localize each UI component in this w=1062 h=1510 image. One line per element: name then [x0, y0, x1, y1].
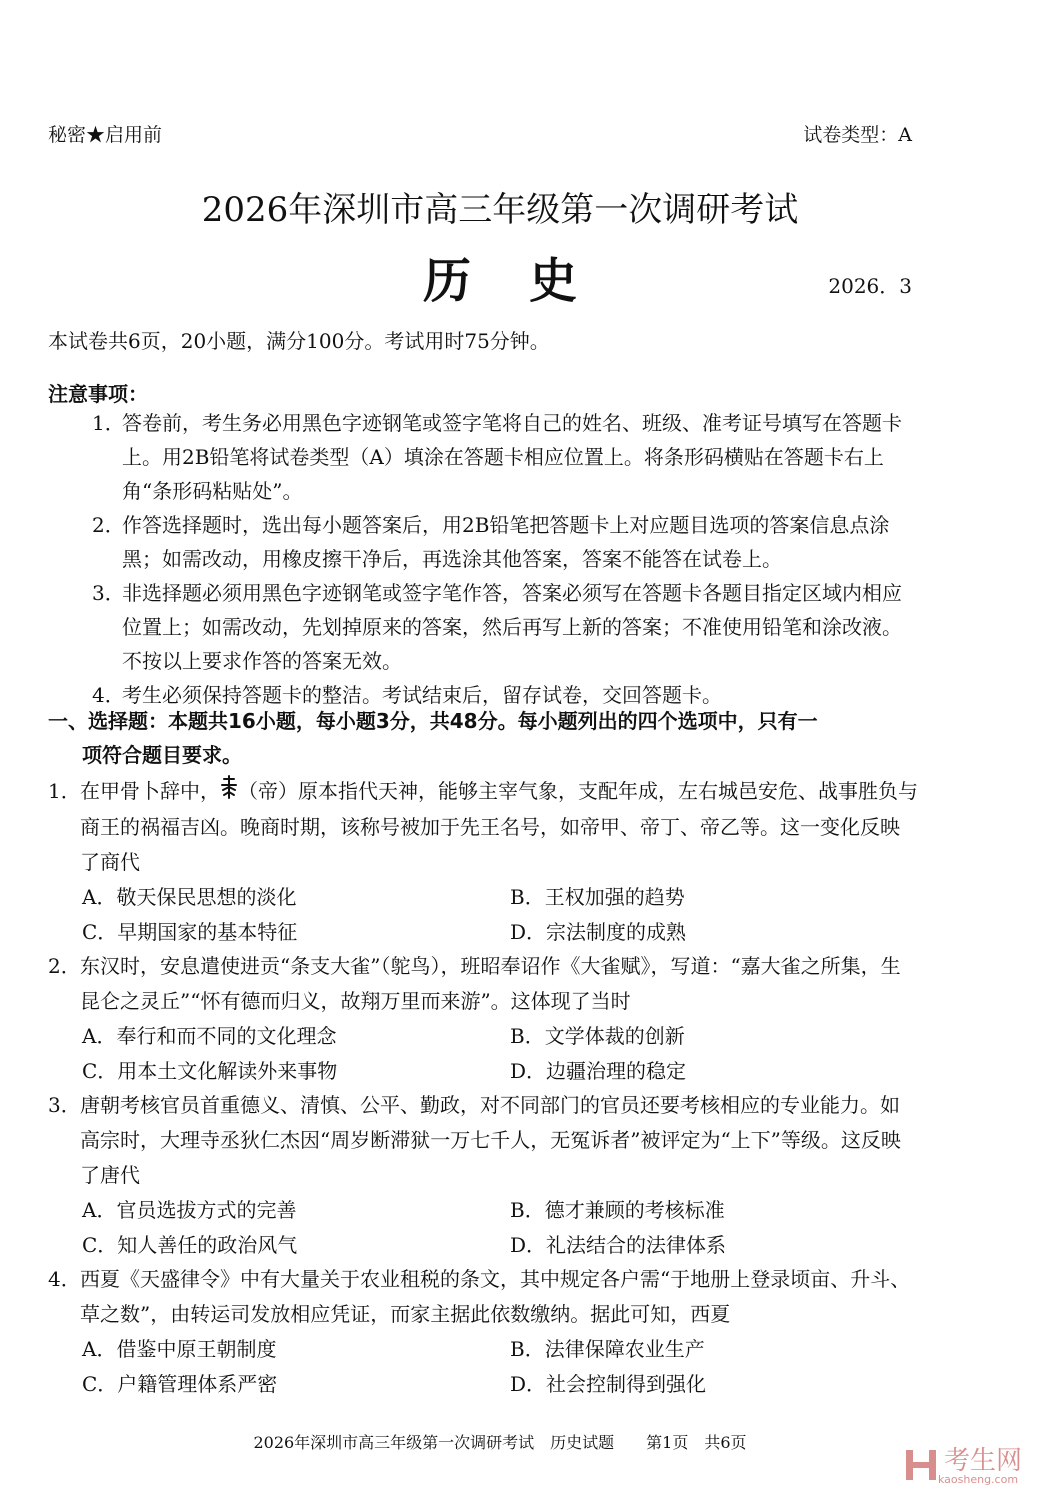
- watermark-subtext: kaosheng.com: [937, 1473, 1019, 1486]
- question-stem: [48, 949, 918, 1019]
- notice-item-text: 答卷前，考生务必用黑色字迹钢笔或签字笔将自己的姓名、班级、准考证号填写在答题卡上。用2B铅笔将试卷类型（A）填涂在答题卡相应位置上。将条形码横贴在答题卡右上角“条形码粘贴处”。: [122, 411, 902, 503]
- question-text: 在甲骨卜辞中，: [80, 779, 220, 803]
- question-number: 3．: [48, 1093, 81, 1117]
- option-a: A．官员选拔方式的完善: [82, 1198, 297, 1222]
- confidential-label: 秘密★启用前: [48, 124, 163, 146]
- watermark-logo-icon: [904, 1448, 938, 1486]
- notice-item-number: 1．: [92, 411, 125, 435]
- question-3: [48, 1088, 918, 1263]
- notice-list: [92, 406, 912, 712]
- notice-item-text: 非选择题必须用黑色字迹钢笔或签字笔作答，答案必须写在答题卡各题目指定区域内相应位置上；如需改动，先划掉原来的答案，然后再写上新的答案；不准使用铅笔和涂改液。不按以上要求作答的答案无效。: [122, 581, 902, 673]
- option-d: D．社会控制得到强化: [510, 1372, 707, 1396]
- option-d: D．宗法制度的成熟: [510, 920, 687, 944]
- option-a: A．敬天保民思想的淡化: [82, 885, 297, 909]
- notice-item-number: 2．: [92, 513, 125, 537]
- options-grid: [48, 880, 918, 950]
- section-heading-line1: 一、选择题：本题共16小题，每小题3分，共48分。每小题列出的四个选项中，只有一: [48, 709, 818, 733]
- notice-item: [92, 576, 912, 678]
- subject-title: 历史: [422, 253, 635, 309]
- option-b: B．德才兼顾的考核标准: [510, 1198, 725, 1222]
- notice-item-text: 考生必须保持答题卡的整洁。考试结束后，留存试卷，交回答题卡。: [122, 683, 722, 707]
- option-d: D．礼法结合的法律体系: [510, 1233, 727, 1257]
- notice-item: [92, 508, 912, 576]
- question-text: 西夏《天盛律令》中有大量关于农业租税的条文，其中规定各户需“于地册上登录顷亩、升斗、草之数”，由转运司发放相应凭证，而家主据此依数缴纳。据此可知，西夏: [80, 1267, 911, 1326]
- question-stem: [48, 1088, 918, 1193]
- question-number: 2．: [48, 954, 81, 978]
- exam-title: 2026年深圳市高三年级第一次调研考试: [201, 190, 799, 230]
- exam-date: 2026．3: [828, 274, 912, 298]
- option-c: C．知人善任的政治风气: [82, 1233, 298, 1257]
- option-a: A．借鉴中原王朝制度: [82, 1337, 277, 1361]
- option-b: B．文学体裁的创新: [510, 1024, 685, 1048]
- option-d: D．边疆治理的稳定: [510, 1059, 687, 1083]
- watermark-text: 考生网: [943, 1446, 1022, 1476]
- option-c: C．户籍管理体系严密: [82, 1372, 278, 1396]
- question-stem: [48, 774, 918, 880]
- section-heading: [48, 704, 918, 772]
- paper-type-label: 试卷类型：A: [803, 124, 912, 146]
- option-b: B．法律保障农业生产: [510, 1337, 705, 1361]
- question-text: 东汉时，安息遣使进贡“条支大雀”（鸵鸟），班昭奉诏作《大雀赋》，写道：“嘉大雀之所集，生昆仑之灵丘”“怀有德而归义，故翔万里而来游”。这体现了当时: [80, 954, 901, 1013]
- question-4: [48, 1262, 918, 1402]
- question-1: [48, 774, 918, 950]
- question-stem: [48, 1262, 918, 1332]
- options-grid: [48, 1332, 918, 1402]
- option-a: A．奉行和而不同的文化理念: [82, 1024, 337, 1048]
- section-heading-line2: 项符合题目要求。: [82, 743, 242, 767]
- oracle-bone-di-glyph-icon: [220, 775, 238, 810]
- paper-intro: 本试卷共6页，20小题，满分100分。考试用时75分钟。: [48, 329, 550, 353]
- option-c: C．早期国家的基本特征: [82, 920, 298, 944]
- question-2: [48, 949, 918, 1089]
- notice-item-number: 3．: [92, 581, 125, 605]
- notice-item: [92, 406, 912, 508]
- question-number: 4．: [48, 1267, 81, 1291]
- question-text: 唐朝考核官员首重德义、清慎、公平、勤政，对不同部门的官员还要考核相应的专业能力。如高宗时，大理寺丞狄仁杰因“周岁断滞狱一万七千人，无冤诉者”被评定为“上下”等级。这反映了唐代: [80, 1093, 901, 1187]
- option-c: C．用本土文化解读外来事物: [82, 1059, 338, 1083]
- question-number: 1．: [48, 779, 81, 803]
- notice-item-number: 4．: [92, 683, 125, 707]
- question-text: （帝）原本指代天神，能够主宰气象，支配年成，左右城邑安危、战事胜负与商王的祸福吉凶。晚商时期，该称号被加于先王名号，如帝甲、帝丁、帝乙等。这一变化反映了商代: [80, 779, 918, 874]
- watermark: [904, 1448, 1022, 1486]
- notice-item-text: 作答选择题时，选出每小题答案后，用2B铅笔把答题卡上对应题目选项的答案信息点涂黑；如需改动，用橡皮擦干净后，再选涂其他答案，答案不能答在试卷上。: [122, 513, 890, 571]
- notice-heading: 注意事项：: [48, 382, 148, 406]
- option-b: B．王权加强的趋势: [510, 885, 685, 909]
- options-grid: [48, 1019, 918, 1089]
- options-grid: [48, 1193, 918, 1263]
- page-footer: 2026年深圳市高三年级第一次调研考试 历史试题 第1页 共6页: [253, 1433, 747, 1452]
